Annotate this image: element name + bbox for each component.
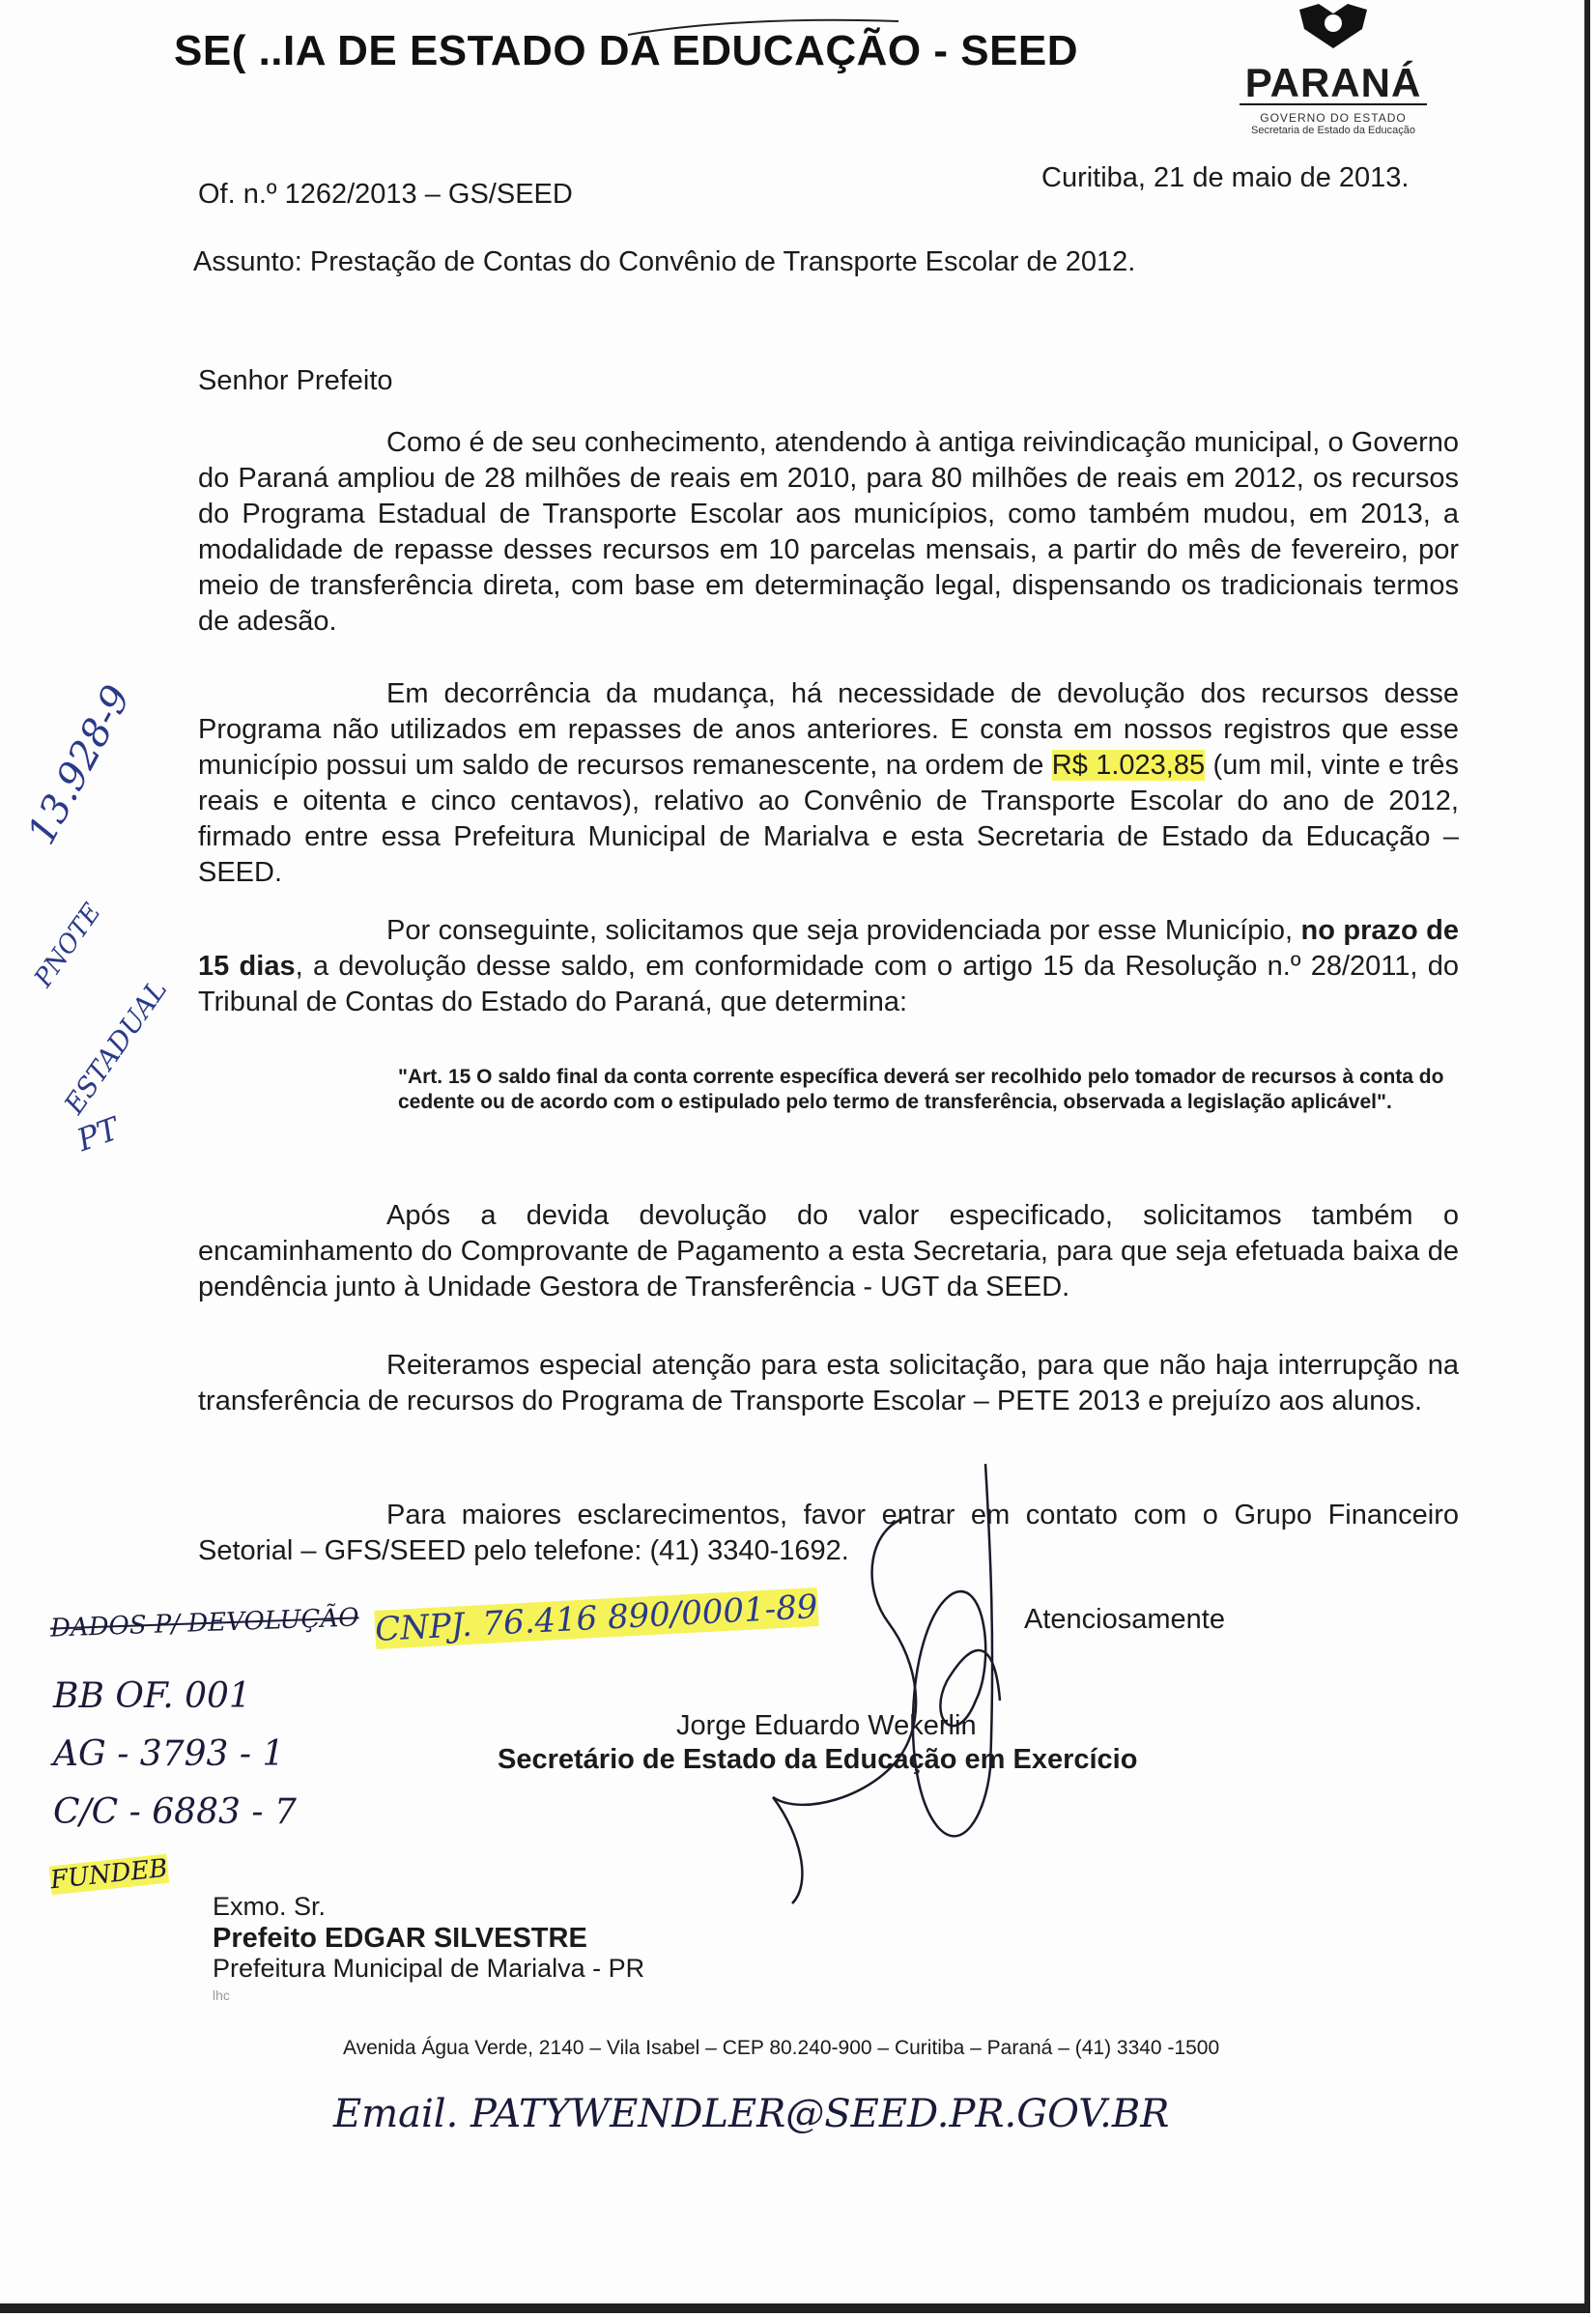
handwritten-cnpj	[374, 1588, 818, 1649]
handwritten-margin-number: 13.928-9	[19, 678, 140, 852]
paragraph-1: Como é de seu conhecimento, atendendo à antiga reivindicação municipal, o Governo do Paraná ampliou de 28 milhões de reais em 2010, para 80 milhões de reais em 2012, os recursos do Programa Estadual de Transporte Escolar aos municípios, como também mudou, em 2013, a modalidade de repasse desses recursos em 10 parcelas mensais, a partir do mês de fevereiro, por meio de transferência direta, com base em determinação legal, dispensando os tradicionais termos de adesão.	[198, 427, 1459, 637]
paragraph-2	[198, 676, 1459, 891]
logo-line2: Secretaria de Estado da Educação	[1250, 125, 1415, 136]
article-quote: "Art. 15 O saldo final da conta corrente específica deverá ser recolhido pelo tomador de recursos à conta do cedente ou de acordo com o estipulado pelo termo de transferência, observada a legislação aplicável".	[398, 1066, 1444, 1113]
signer-name: Jorge Eduardo Wekerlin	[676, 1710, 977, 1741]
signer-title: Secretário de Estado da Educação em Exercício	[498, 1744, 1138, 1775]
letter-reference: Of. n.º 1262/2013 – GS/SEED	[198, 179, 573, 210]
handwritten-margin-note-2: ESTADUAL	[58, 974, 174, 1120]
addressee-line-1: Exmo. Sr.	[213, 1892, 327, 1921]
paragraph-2-end: (um mil, vinte e três reais e oitenta e cinco centavos), relativo ao Convênio de Transporte Escolar do ano de 2012, firmado entre essa Prefeitura Municipal de Marialva e esta Secretaria de Estado da Educação – SEED.	[198, 750, 1460, 888]
paragraph-7: Para maiores esclarecimentos, favor entrar em contato com o Grupo Financeiro Setorial – GFS/SEED pelo telefone: (41) 3340-1692.	[198, 1500, 1459, 1566]
closing: Atenciosamente	[1024, 1604, 1225, 1635]
handwritten-margin-note-1: PNOTE	[29, 898, 107, 993]
paragraph-3	[198, 913, 1459, 1020]
cnpj-highlight: CNPJ. 76.416 890/0001-89	[374, 1588, 819, 1649]
paragraph-5: Após a devida devolução do valor especificado, solicitamos também o encaminhamento do Comprovante de Pagamento a esta Secretaria, para que seja efetuada baixa de pendência junto à Unidade Gestora de Transferência - UGT da SEED.	[198, 1200, 1459, 1302]
fund-highlight: FUNDEB	[48, 1853, 169, 1896]
handwritten-bank: BB OF. 001	[53, 1676, 251, 1716]
handwritten-fund	[49, 1854, 169, 1896]
addressee-line-3: Prefeitura Municipal de Marialva - PR	[213, 1954, 645, 1983]
footer-address: Avenida Água Verde, 2140 – Vila Isabel – CEP 80.240-900 – Curitiba – Paraná – (41) 3340 -1500	[343, 2037, 1220, 2059]
handwritten-account: C/C - 6883 - 7	[53, 1792, 297, 1832]
handwritten-margin-note-3: PT	[71, 1109, 125, 1159]
highlighted-amount: R$ 1.023,85	[1051, 750, 1206, 781]
header-scribble	[618, 14, 908, 52]
logo-name: PARANÁ	[1240, 63, 1428, 105]
paragraph-2-start: Em decorrência da mudança, há necessidade de devolução dos recursos desse Programa não utilizados em repasses de anos anteriores. E consta em nossos registros que esse município possui um saldo de recursos remanescente, na ordem de	[198, 678, 1459, 781]
deadline-bold: no prazo de 15 dias	[198, 915, 1459, 982]
logo-line1: GOVERNO DO ESTADO	[1260, 111, 1407, 125]
header-title: SE( ..IA DE ESTADO DA EDUCAÇÃO - SEED	[174, 27, 1079, 74]
paragraph-3-start: Por conseguinte, solicitamos que seja providenciada por esse Município,	[386, 915, 1301, 946]
letter-subject: Assunto: Prestação de Contas do Convênio de Transporte Escolar de 2012.	[193, 246, 1136, 277]
letter-date: Curitiba, 21 de maio de 2013.	[1041, 162, 1410, 193]
salutation: Senhor Prefeito	[198, 365, 393, 396]
handwritten-email: Email. PATYWENDLER@SEED.PR.GOV.BR	[333, 2092, 1170, 2136]
paragraph-6: Reiteramos especial atenção para esta solicitação, para que não haja interrupção na transferência de recursos do Programa de Transporte Escolar – PETE 2013 e prejuízo aos alunos.	[198, 1350, 1459, 1416]
coat-of-arms-icon	[1280, 0, 1386, 58]
typist-initials: lhc	[213, 1988, 230, 2003]
parana-logo	[1212, 0, 1454, 136]
handwritten-agency: AG - 3793 - 1	[53, 1734, 285, 1774]
handwritten-bank-heading: DADOS P/ DEVOLUÇÃO	[49, 1603, 360, 1644]
addressee-line-2: Prefeito EDGAR SILVESTRE	[213, 1923, 587, 1954]
paragraph-3-end: , a devolução desse saldo, em conformidade com o artigo 15 da Resolução n.º 28/2011, do Tribunal de Contas do Estado do Paraná, que determina:	[198, 951, 1460, 1017]
